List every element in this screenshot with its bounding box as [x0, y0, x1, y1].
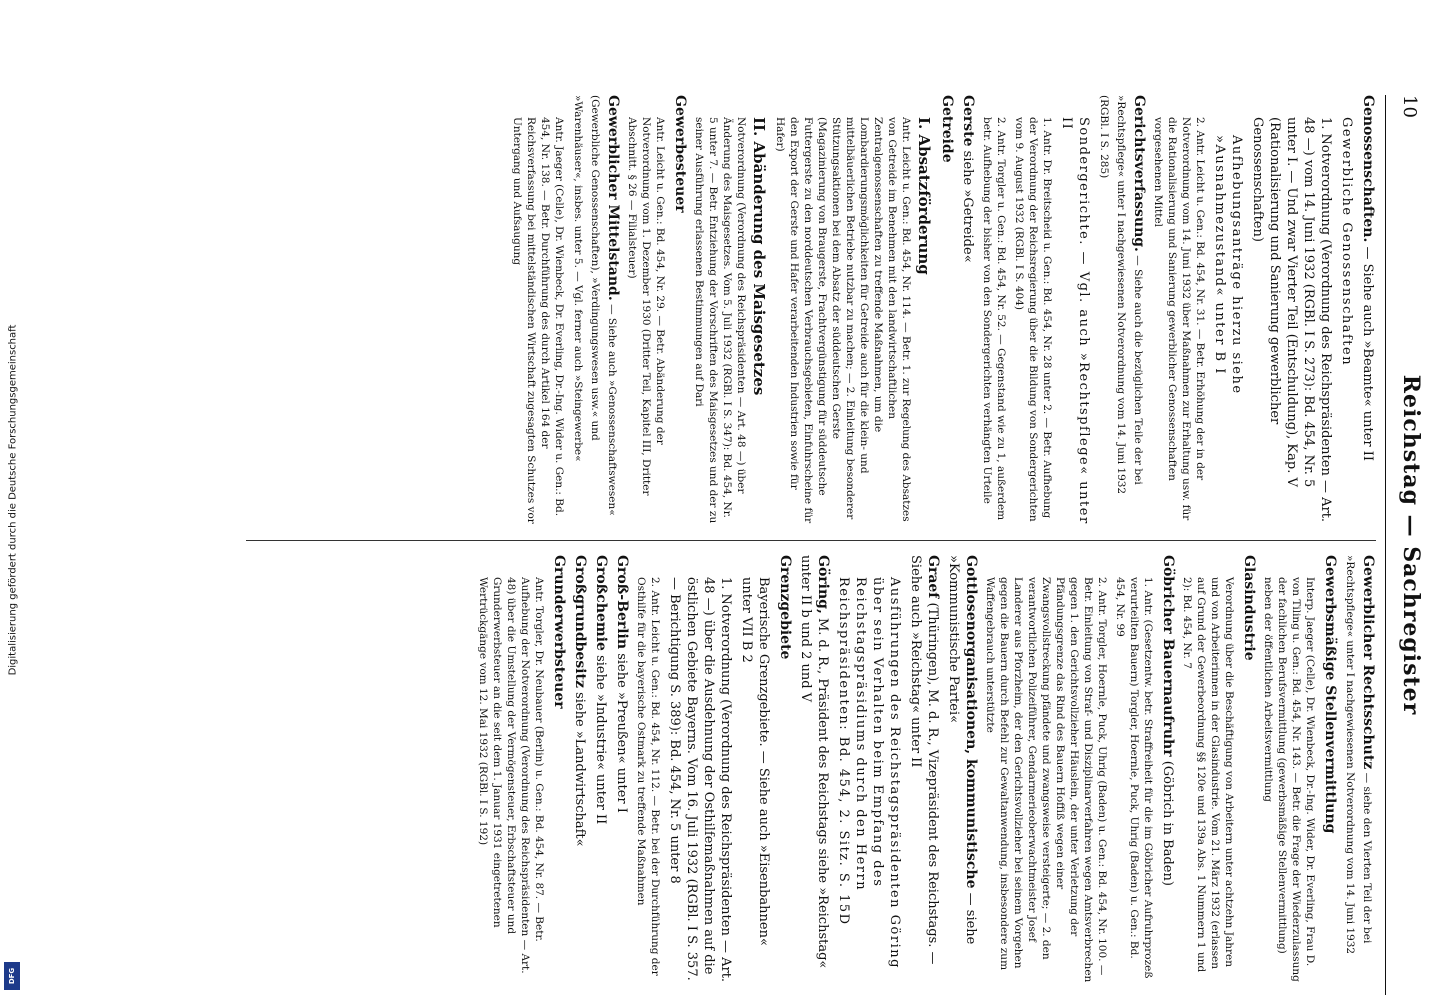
entry-gewerbesteuer: Gewerbesteuer	[672, 95, 688, 213]
entry-rechtsschutz: Gewerblicher Rechtsschutz — siehe den Vierten Teil der bei »Rechtspflege« unter I nachgewiesenen Notverordnung vom 14. Juni 1932	[1344, 555, 1376, 955]
entry-subheading: Bayerische Grenzgebiete. — Siehe auch »Eisenbahnen« unter VII B 2	[739, 577, 771, 946]
entry-item: Aufhebungsanträge hierzu siehe »Ausnahmezustand« unter B I	[1212, 135, 1244, 395]
entry-grosschemie: Großchemie siehe »Industrie« unter II	[593, 555, 609, 825]
right-column	[236, 555, 1376, 985]
entry-genossenschaften: Genossenschaften. — Siehe auch »Beamte« unter II	[1360, 95, 1376, 462]
section-heading: II. Abänderung des Maisgesetzes	[750, 117, 768, 396]
entry-bauernaufruhr: Göbricher Bauernaufruhr (Göbrich in Baden)	[1160, 555, 1176, 886]
entry-item: 2. Antr. Leicht u. Gen.: Bd. 454, Nr. 31. — Betr. Erhöhung der in der Notverordnung vom 14. Juni 1932 über Maßnahmen zur Erhaltung usw. für die Rationalisierung und Sanierung gewerblicher Genossenschaften vorgesehenen Mittel	[1152, 117, 1206, 521]
entry-mittelstand: Gewerblicher Mittelstand. — Siehe auch »Genossenschaftswesen« (Gewerbliche Genossenschaften), »Verdingungswesen usw.« und »Warenhäuser«, insbes. unter 5. — Vgl. ferner auch »Steingewerbe«	[572, 95, 621, 516]
entry-gottlosen: Gottlosenorganisationen, kommunistische — siehe »Kommunistische Partei«	[946, 555, 979, 945]
column-divider	[246, 540, 1376, 541]
page-header	[1385, 95, 1426, 995]
rotated-page	[226, 95, 1426, 995]
digitization-footer	[0, 0, 26, 1000]
entry-grossgrundbesitz: Großgrundbesitz siehe »Landwirtschaft«	[572, 555, 588, 847]
entry-item: 1. Antr. (Gesetzentw. betr. Straffreiheit für die im Göbricher Aufruhrprozeß verurteilten Bauern) Torgler, Hoernle, Puck, Uhrig (Baden) u. Gen.: Bd. 454, Nr. 99	[1114, 577, 1154, 979]
footer-credit: Digitalisierung gefördert durch die Deutsche Forschungsgemeinschaft	[7, 324, 19, 676]
dfg-logo: DFG	[4, 962, 20, 990]
entry-graef: Graef (Thüringen), M. d. R., Vizepräsident des Reichstags. — Siehe auch »Reichstag« unter II	[908, 555, 941, 965]
entry-item: Antr. Leicht u. Gen.: Bd. 454, Nr. 114. — Betr. 1. zur Regelung des Absatzes von Getreide im Benehmen mit den landwirtschaftlichen Zentralgenossenschaften zu treffende Maßnahmen, um die Lombardierungsmöglichkeiten für Getreide auch für die klein- und mittelbäuerlichen Betriebe nutzbar zu machen; — 2. Einleitung besonderer Stützungsaktionen bei dem Absatz der süddeutschen Gerste (Magazinierung von Braugerste, Frachtvergünstigung für süddeutsche Futtergerste zu den norddeutschen Verbrauchsgebieten, Einfuhrscheine für den Export der Gerste und Hafer verarbeitenden Industrien sowie für Hafer)	[774, 117, 912, 524]
entry-gerichtsverfassung: Gerichtsverfassung. — Siehe auch die bezüglichen Teile der bei »Rechtspflege« unter I nachgewiesenen Notverordnung vom 14. Juni 1932 (RGBl. I S. 285)	[1098, 95, 1147, 495]
entry-item: Interp. Jaeger (Celle), Dr. Wienbeck, Dr.-Ing. Wider, Dr. Everling, Frau D. von Tiling u. Gen.: Bd. 454, Nr. 143. — Betr. die Frage der Wiederzulassung der fachlichen Berufsvermittlung (gewerbsmäßige Stellenvermittlung) neben der öffentlichen Arbeitsvermittlung	[1262, 577, 1316, 982]
page-number: 10	[1399, 95, 1420, 118]
entry-grunderwerbsteuer: Grunderwerbsteuer	[551, 555, 567, 709]
entry-item: Antr. Torgler, Dr. Neubauer (Berlin) u. Gen.: Bd. 454, Nr. 87. — Betr. Aufhebung der Notverordnung (Verordnung des Reichspräsidenten — Art. 48) über die Umstellung der Vermögensteuer, Erbschaftsteuer und Grunderwerbsteuer an die seit dem 1. Januar 1931 eingetretenen Wertrückgänge vom 12. Mai 1932 (RGBl. I S. 192)	[477, 577, 545, 974]
entry-getreide: Getreide	[939, 95, 955, 163]
entry-item: Verordnung über die Beschäftigung von Arbeitern unter achtzehn Jahren und von Arbeiterinnen in der Glasindustrie. Vom 21. März 1932 (erlassen auf Grund der Gewerbeordnung §§ 120e und 139a Abs. 1 Nummern 1 und 2): Bd. 454, Nr. 7	[1181, 577, 1235, 973]
entry-goering: Göring, M. d. R., Präsident des Reichstags siehe »Reichstag« unter II b und 2 und V	[798, 555, 831, 969]
entry-item: 1. Notverordnung (Verordnung des Reichspräsidenten — Art. 48 —) vom 14. Juni 1932 (RGBl. I S. 273): Bd. 454, Nr. 5 unter I. — Und zwar Vierter Teil (Entschuldung), Kap. V (Rationalisierung und Sanierung gewerblicher Genossenschaften)	[1250, 117, 1333, 523]
entry-item: Notverordnung (Verordnung des Reichspräsidenten — Art. 48 —) über Änderung des Maisgesetzes. Vom 5. Juli 1932 (RGBl. I S. 347): Bd. 454, Nr. 5 unter 7. — Betr. Entziehung der Vorschriften des Maisgesetzes und der zu seiner Ausführung erlassenen Bestimmungen auf Dari	[693, 117, 747, 524]
entry-item: Antr. Leicht u. Gen.: Bd. 454, Nr. 29. — Betr. Abänderung der Notverordnung vom 1. Dezember 1930 (Dritter Teil, Kapitel III, Dritter Abschnitt. § 26 — Filialsteuer)	[626, 117, 666, 496]
entry-subheading: Gewerbliche Genossenschaften	[1339, 117, 1354, 367]
entry-item: Ausführungen des Reichstagspräsidenten Göring über sein Verhalten beim Empfang des Reichstagspräsidiums durch den Herrn Reichspräsidenten: Bd. 454, 2. Sitz. S. 15D	[836, 577, 902, 969]
entry-subheading: Sondergerichte. — Vgl. auch »Rechtspflege« unter II	[1059, 117, 1091, 525]
entry-gerste: Gerste siehe »Getreide«	[960, 95, 976, 263]
section-heading: I. Absatzförderung	[915, 117, 933, 275]
entry-gross-berlin: Groß-Berlin siehe »Preußen« unter I	[614, 555, 630, 813]
entry-glasindustrie: Glasindustrie	[1241, 555, 1257, 661]
entry-item: 1. Antr. Dr. Breitscheid u. Gen.: Bd. 454, Nr. 28 unter 2. — Betr. Aufhebung der Verordnung der Reichsregierung über die Bildung von Sondergerichten vom 9. August 1932 (RGBl. I S. 404)	[1013, 117, 1053, 522]
entry-item: 2. Antr. Leicht u. Gen.: Bd. 454, Nr. 112. — Betr. bei der Durchführung der Osthilfe für die bayerische Ostmark zu treffende Maßnahmen	[635, 577, 661, 976]
left-column	[236, 95, 1376, 525]
entry-item: 2. Antr. Torgler, Hoernle, Puck, Uhrig (Baden) u. Gen.: Bd. 454, Nr. 100. — Betr. Einleitung von Straf- und Disziplinarverfahren wegen Amtsverbrechen gegen 1. den Gerichtsvollzieher Häuslein, der unter Verletzung der Pfändungsgrenze das Rind des Bauern Hoffiß wegen einer Zwangsvollstreckung pfändete und zwangsweise versteigerte; — 2. den verantwortlichen Polizeiführer, Gendarmerieoberwachtmeister Josef Landerer aus Pforzheim, der den Gerichtsvollzieher bei seinem Vorgehen gegen die Bauern durch Befehl zur Gewaltanwendung, insbesondere zum Waffengebrauch unterstützte	[984, 577, 1108, 983]
running-head: Reichstag — Sachregister	[1398, 374, 1424, 716]
entry-item: 2. Antr. Torgler u. Gen.: Bd. 454, Nr. 52. — Gegenstand wie zu 1, außerdem betr. Aufhebung der bisher von den Sondergerichten verhängten Urteile	[981, 117, 1007, 521]
entry-item: Antr. Jaeger (Celle), Dr. Wienbeck, Dr. Everling, Dr.-Ing. Wider u. Gen.: Bd. 454, Nr. 138. — Betr. Durchführung des durch Artikel 164 der Reichsverfassung bei mittelständischen Wirtschaft zugesagten Schutzes vor Untergang und Aufsaugung	[511, 117, 565, 524]
entry-stellenvermittlung: Gewerbsmäßige Stellenvermittlung	[1322, 555, 1338, 834]
entry-grenzgebiete: Grenzgebiete	[777, 555, 793, 660]
entry-item: 1. Notverordnung (Verordnung des Reichspräsidenten — Art. 48 —) über die Ausdehnung der Osthilfemaßnahmen auf die östlichen Gebiete Bayerns. Vom 16. Juli 1932 (RGBl. I S. 357. — Berichtigung S. 389): Bd. 454, Nr. 5 unter 8	[667, 577, 733, 983]
